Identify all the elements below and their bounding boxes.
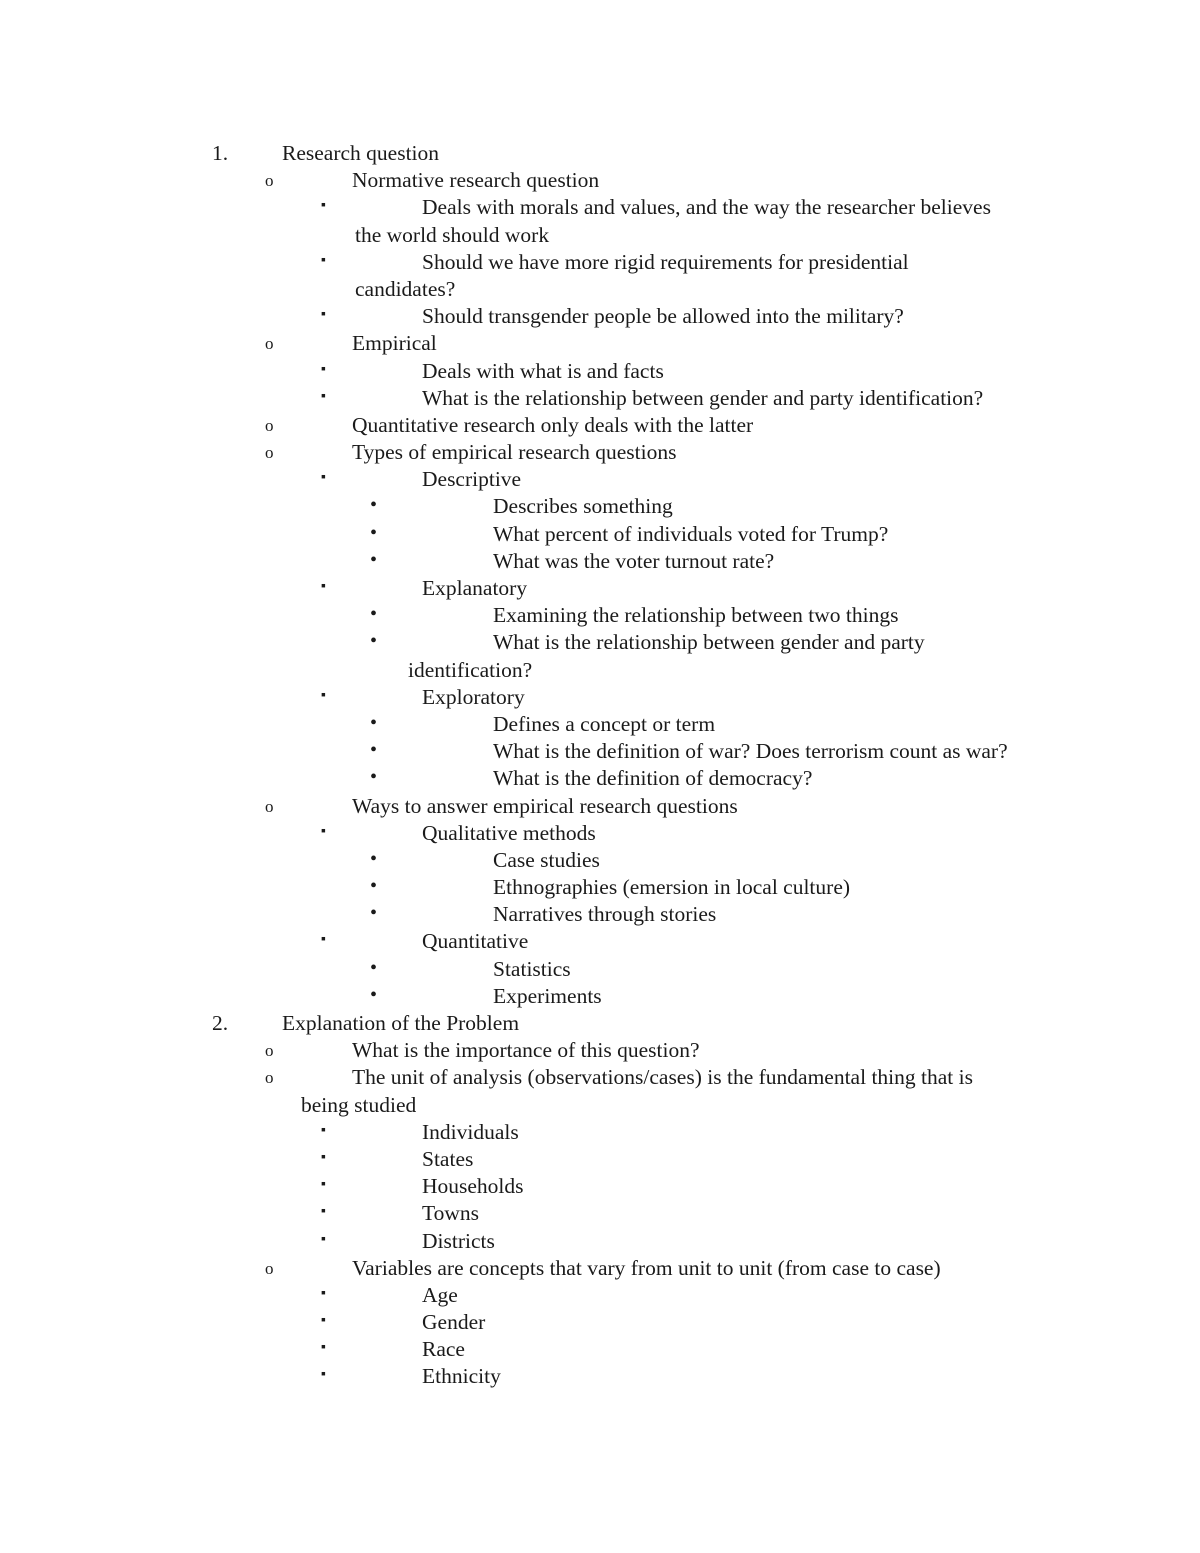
- list-number: 2.: [212, 1011, 229, 1035]
- square-bullet-icon: ▪: [321, 1313, 326, 1329]
- outline-item-level-3: [0, 1336, 1200, 1363]
- square-bullet-icon: ▪: [321, 932, 326, 948]
- round-bullet-icon: •: [370, 521, 378, 544]
- outline-item-level-3: [0, 249, 1200, 276]
- outline-item-level-3: [0, 575, 1200, 602]
- round-bullet-icon: •: [370, 603, 378, 626]
- outline-item-level-2: [0, 793, 1200, 820]
- square-bullet-icon: ▪: [321, 361, 326, 377]
- square-bullet-icon: ▪: [321, 1231, 326, 1247]
- outline-item-text: What is the relationship between gender and party identification?: [422, 385, 984, 410]
- outline-item-level-4: [0, 521, 1200, 548]
- outline-item-text: Explanation of the Problem: [282, 1011, 520, 1035]
- square-bullet-icon: ▪: [321, 1122, 326, 1138]
- outline-item-text: Households: [422, 1174, 524, 1199]
- outline-item-level-3: [0, 303, 1200, 330]
- outline-item-text: Deals with what is and facts: [422, 358, 664, 383]
- outline-item-level-3: [0, 466, 1200, 493]
- outline-item-level-3: [0, 684, 1200, 711]
- round-bullet-icon: •: [370, 983, 378, 1006]
- outline-item-level-4: [0, 901, 1200, 928]
- outline-item-text: Race: [422, 1337, 465, 1362]
- outline-item-text: Ways to answer empirical research questions: [352, 793, 738, 818]
- outline-item-level-3: [0, 1309, 1200, 1336]
- outline-item-level-4: [0, 765, 1200, 792]
- hollow-bullet-icon: o: [265, 796, 274, 816]
- outline-item-level-3: [0, 194, 1200, 221]
- square-bullet-icon: ▪: [321, 252, 326, 268]
- outline-item-text: Empirical: [352, 331, 437, 356]
- square-bullet-icon: ▪: [321, 307, 326, 323]
- outline-item-level-2: [0, 412, 1200, 439]
- outline-item-level-3: [0, 1228, 1200, 1255]
- hollow-bullet-icon: o: [265, 1258, 274, 1278]
- outline-item-level-1: [0, 1010, 1200, 1037]
- outline-item-text: What is the definition of war? Does terrorism count as war?: [493, 739, 1008, 764]
- round-bullet-icon: •: [370, 711, 378, 734]
- outline-item-text-continued: the world should work: [355, 222, 550, 247]
- outline-item-level-2: [0, 1064, 1200, 1091]
- square-bullet-icon: ▪: [321, 823, 326, 839]
- outline-item-text: Narratives through stories: [493, 902, 717, 927]
- outline-item-text: Exploratory: [422, 684, 525, 709]
- outline-item-level-4: [0, 629, 1200, 656]
- square-bullet-icon: ▪: [321, 470, 326, 486]
- outline-item-continuation: [0, 1092, 1200, 1119]
- hollow-bullet-icon: o: [265, 1041, 274, 1061]
- outline-item-text: Deals with morals and values, and the way the researcher believes: [422, 195, 991, 220]
- square-bullet-icon: ▪: [321, 1177, 326, 1193]
- outline-item-text: Quantitative: [422, 929, 529, 954]
- outline-item-level-2: [0, 330, 1200, 357]
- round-bullet-icon: •: [370, 766, 378, 789]
- list-number: 1.: [212, 141, 229, 165]
- outline-item-text-continued: being studied: [301, 1092, 417, 1117]
- outline-item-text: Case studies: [493, 847, 600, 872]
- outline-item-text: Descriptive: [422, 467, 522, 492]
- square-bullet-icon: ▪: [321, 579, 326, 594]
- outline-item-text: Should we have more rigid requirements for presidential: [422, 249, 909, 274]
- outline-item-level-4: [0, 983, 1200, 1010]
- outline-item-level-2: [0, 439, 1200, 466]
- outline-item-text: Gender: [422, 1310, 486, 1335]
- outline-item-level-3: [0, 1173, 1200, 1200]
- outline-item-level-3: [0, 1363, 1200, 1390]
- outline-item-text: Experiments: [493, 983, 602, 1008]
- hollow-bullet-icon: o: [265, 415, 274, 435]
- outline-item-level-1: [0, 140, 1200, 167]
- outline-item-level-3: [0, 928, 1200, 955]
- outline-item-level-3: [0, 385, 1200, 412]
- square-bullet-icon: ▪: [321, 1149, 326, 1165]
- outline-item-continuation: [0, 222, 1200, 249]
- outline-item-level-4: [0, 711, 1200, 738]
- outline-item-text: Qualitative methods: [422, 820, 596, 845]
- outline-item-text: Normative research question: [352, 168, 600, 193]
- outline-item-text: What is the definition of democracy?: [493, 766, 813, 791]
- outline-item-text: Statistics: [493, 956, 571, 981]
- square-bullet-icon: ▪: [321, 1367, 326, 1383]
- round-bullet-icon: •: [370, 494, 378, 517]
- square-bullet-icon: ▪: [321, 1204, 326, 1220]
- outline-item-text: Explanatory: [422, 576, 528, 600]
- outline-item-level-3: [0, 358, 1200, 385]
- outline-item-continuation: [0, 657, 1200, 684]
- outline-item-level-3: [0, 1119, 1200, 1146]
- hollow-bullet-icon: o: [265, 171, 274, 191]
- round-bullet-icon: •: [370, 739, 378, 762]
- outline-item-text: Districts: [422, 1228, 495, 1253]
- round-bullet-icon: •: [370, 902, 378, 925]
- hollow-bullet-icon: o: [265, 334, 274, 354]
- outline-item-text: Defines a concept or term: [493, 711, 716, 736]
- outline-item-text: What is the relationship between gender and party: [493, 630, 925, 655]
- outline-item-level-2: [0, 1037, 1200, 1064]
- outline-item-level-4: [0, 847, 1200, 874]
- outline-item-text: What was the voter turnout rate?: [493, 548, 775, 573]
- round-bullet-icon: •: [370, 548, 378, 571]
- outline-item-text: Should transgender people be allowed into the military?: [422, 304, 904, 329]
- outline-item-text: The unit of analysis (observations/cases) is the fundamental thing that is: [352, 1065, 973, 1090]
- outline-item-text: Ethnicity: [422, 1364, 501, 1389]
- outline-item-text: Describes something: [493, 494, 673, 519]
- outline-item-text: Variables are concepts that vary from unit to unit (from case to case): [352, 1255, 941, 1280]
- outline-item-text: Types of empirical research questions: [352, 440, 677, 465]
- hollow-bullet-icon: o: [265, 443, 274, 463]
- outline-item-level-4: [0, 548, 1200, 575]
- outline-item-text-continued: candidates?: [355, 276, 456, 301]
- square-bullet-icon: ▪: [321, 1285, 326, 1301]
- round-bullet-icon: •: [370, 875, 378, 898]
- outline-item-text: What is the importance of this question?: [352, 1038, 700, 1063]
- square-bullet-icon: ▪: [321, 687, 326, 703]
- outline-item-continuation: [0, 276, 1200, 303]
- outline-list: [0, 140, 1200, 1391]
- outline-item-text: Quantitative research only deals with the latter: [352, 412, 754, 437]
- square-bullet-icon: ▪: [321, 388, 326, 404]
- outline-item-text: States: [422, 1146, 474, 1171]
- round-bullet-icon: •: [370, 956, 378, 979]
- outline-item-level-2: [0, 167, 1200, 194]
- outline-item-level-2: [0, 1255, 1200, 1282]
- outline-item-level-4: [0, 956, 1200, 983]
- outline-item-text: Towns: [422, 1201, 480, 1226]
- outline-item-text: What percent of individuals voted for Trump?: [493, 521, 889, 546]
- outline-item-level-3: [0, 1146, 1200, 1173]
- outline-item-level-4: [0, 874, 1200, 901]
- outline-item-text: Research question: [282, 141, 440, 165]
- outline-item-text: Ethnographies (emersion in local culture): [493, 875, 851, 900]
- outline-item-level-4: [0, 493, 1200, 520]
- outline-item-level-3: [0, 1282, 1200, 1309]
- outline-item-text-continued: identification?: [408, 657, 533, 682]
- outline-item-text: Age: [422, 1282, 458, 1307]
- outline-item-level-4: [0, 738, 1200, 765]
- outline-item-level-3: [0, 820, 1200, 847]
- hollow-bullet-icon: o: [265, 1068, 274, 1088]
- round-bullet-icon: •: [370, 630, 378, 653]
- outline-item-text: Individuals: [422, 1119, 519, 1144]
- outline-item-level-4: [0, 602, 1200, 629]
- outline-item-text: Examining the relationship between two things: [493, 603, 899, 628]
- round-bullet-icon: •: [370, 847, 378, 870]
- outline-item-level-3: [0, 1200, 1200, 1227]
- square-bullet-icon: ▪: [321, 198, 326, 214]
- square-bullet-icon: ▪: [321, 1340, 326, 1356]
